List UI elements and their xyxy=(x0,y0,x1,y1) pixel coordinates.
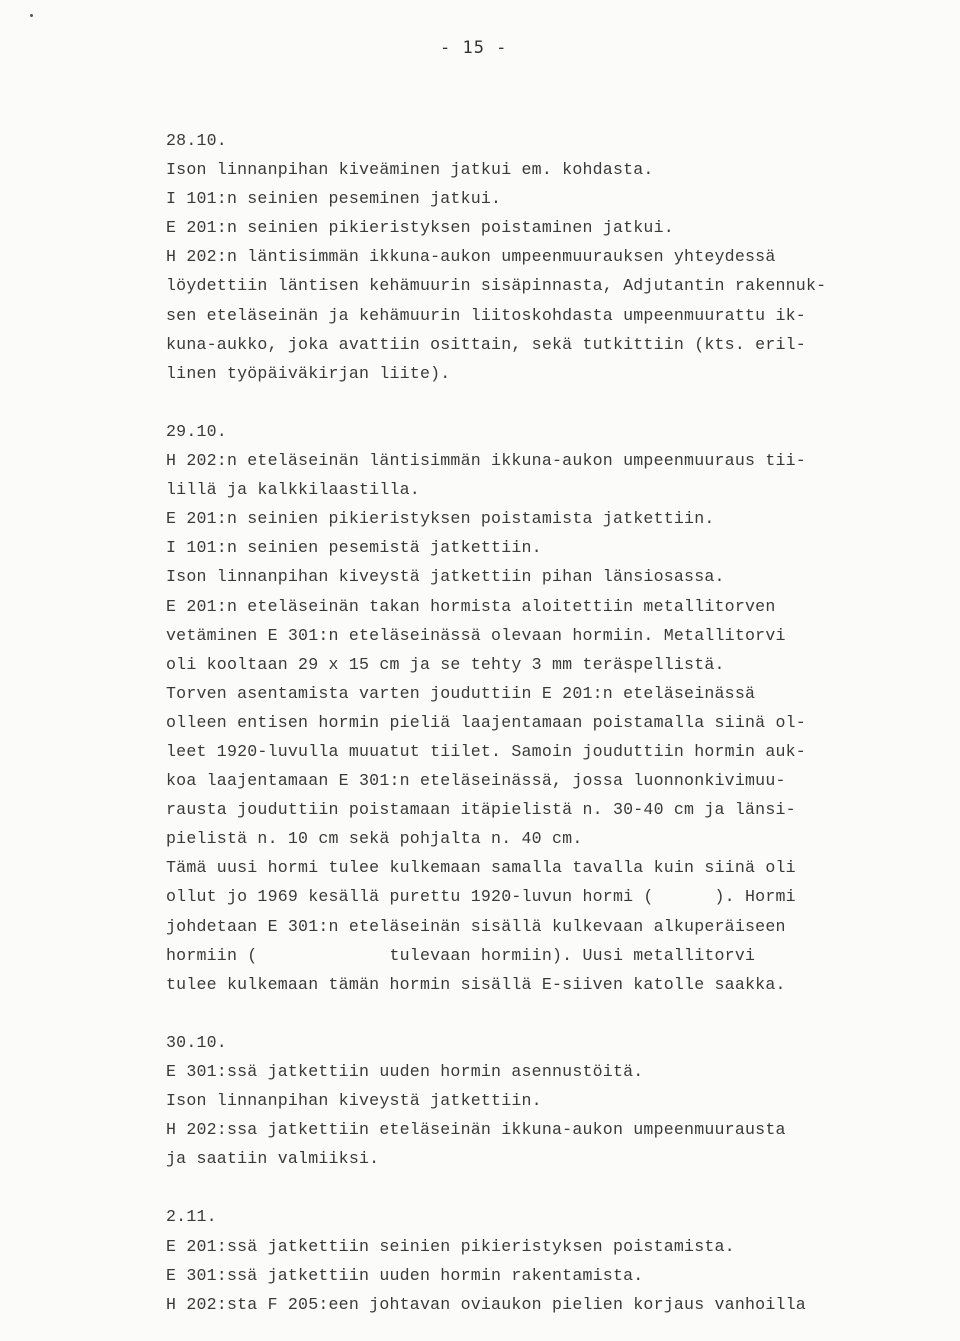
entry-date: 28.10. xyxy=(166,131,227,150)
diary-entry xyxy=(166,1202,926,1318)
entry-line: E 301:ssä jatkettiin uuden hormin asennustöitä. xyxy=(166,1062,644,1081)
entry-line: H 202:n eteläseinän läntisimmän ikkuna-aukon umpeenmuuraus tii- xyxy=(166,451,806,471)
stray-ink-dot xyxy=(30,14,33,17)
entry-date: 29.10. xyxy=(166,421,227,441)
entry-line: E 201:n eteläseinän takan hormista aloitettiin metallitorven xyxy=(166,596,776,616)
entry-line: leet 1920-luvulla muuatut tiilet. Samoin jouduttiin hormin auk- xyxy=(166,741,806,761)
entry-line: johdetaan E 301:n eteläseinän sisällä kulkevaan alkuperäiseen xyxy=(166,916,786,936)
entry-line: oli kooltaan 29 x 15 cm ja se tehty 3 mm teräspellistä. xyxy=(166,654,725,674)
entry-line: rausta jouduttiin poistamaan itäpielistä n. 30-40 cm ja länsi- xyxy=(166,800,796,820)
entry-line: koa laajentamaan E 301:n eteläseinässä, jossa luonnonkivimuu- xyxy=(166,771,786,791)
entry-line: kuna-aukko, joka avattiin osittain, sekä tutkittiin (kts. eril- xyxy=(166,334,806,354)
entry-line: sen eteläseinän ja kehämuurin liitoskohdasta umpeenmuurattu ik- xyxy=(166,305,806,325)
diary-entry xyxy=(166,126,926,388)
entry-line: E 201:n seinien pikieristyksen poistaminen jatkui. xyxy=(166,218,674,238)
entry-line: pielistä n. 10 cm sekä pohjalta n. 40 cm. xyxy=(166,829,583,849)
entry-date: 30.10. xyxy=(166,1032,227,1052)
entry-line: Tämä uusi hormi tulee kulkemaan samalla tavalla kuin siinä oli xyxy=(166,858,796,878)
entry-line: tulee kulkemaan tämän hormin sisällä E-siiven katolle saakka. xyxy=(166,974,786,994)
entry-line: Ison linnanpihan kiveystä jatkettiin. xyxy=(166,1091,542,1111)
diary-body xyxy=(166,126,926,1319)
entry-line: H 202:n läntisimmän ikkuna-aukon umpeenmuurauksen yhteydessä xyxy=(166,247,776,267)
entry-line: I 101:n seinien pesemistä jatkettiin. xyxy=(166,538,542,558)
entry-line: Torven asentamista varten jouduttiin E 201:n eteläseinässä xyxy=(166,683,756,703)
entry-line: H 202:ssa jatkettiin eteläseinän ikkuna-aukon umpeenmuurausta xyxy=(166,1120,786,1140)
entry-line: lillä ja kalkkilaastilla. xyxy=(166,480,420,500)
entry-date: 2.11. xyxy=(166,1207,217,1227)
entry-line: ollut jo 1969 kesällä purettu 1920-luvun hormi ( ). Hormi xyxy=(166,887,796,907)
entry-line: linen työpäiväkirjan liite). xyxy=(166,363,451,383)
entry-line: H 202:sta F 205:een johtavan oviaukon pielien korjaus vanhoilla xyxy=(166,1294,806,1314)
entry-line: olleen entisen hormin pieliä laajentamaan poistamalla siinä ol- xyxy=(166,712,806,732)
entry-line: hormiin ( tulevaan hormiin). Uusi metallitorvi xyxy=(166,945,756,965)
entry-line: I 101:n seinien peseminen jatkui. xyxy=(166,189,502,209)
entry-line: E 301:ssä jatkettiin uuden hormin rakentamista. xyxy=(166,1265,644,1285)
entry-line: E 201:ssä jatkettiin seinien pikieristyksen poistamista. xyxy=(166,1236,735,1256)
page-number: - 15 - xyxy=(440,38,508,58)
entry-line: E 201:n seinien pikieristyksen poistamista jatkettiin. xyxy=(166,509,715,529)
entry-line: löydettiin läntisen kehämuurin sisäpinnasta, Adjutantin rakennuk- xyxy=(166,276,827,296)
diary-entry xyxy=(166,1028,926,1173)
entry-line: Ison linnanpihan kiveäminen jatkui em. kohdasta. xyxy=(166,160,654,180)
entry-line: vetäminen E 301:n eteläseinässä olevaan hormiin. Metallitorvi xyxy=(166,625,786,645)
entry-line: Ison linnanpihan kiveystä jatkettiin pihan länsiosassa. xyxy=(166,567,725,587)
diary-entry xyxy=(166,417,926,999)
entry-line: ja saatiin valmiiksi. xyxy=(166,1149,380,1169)
